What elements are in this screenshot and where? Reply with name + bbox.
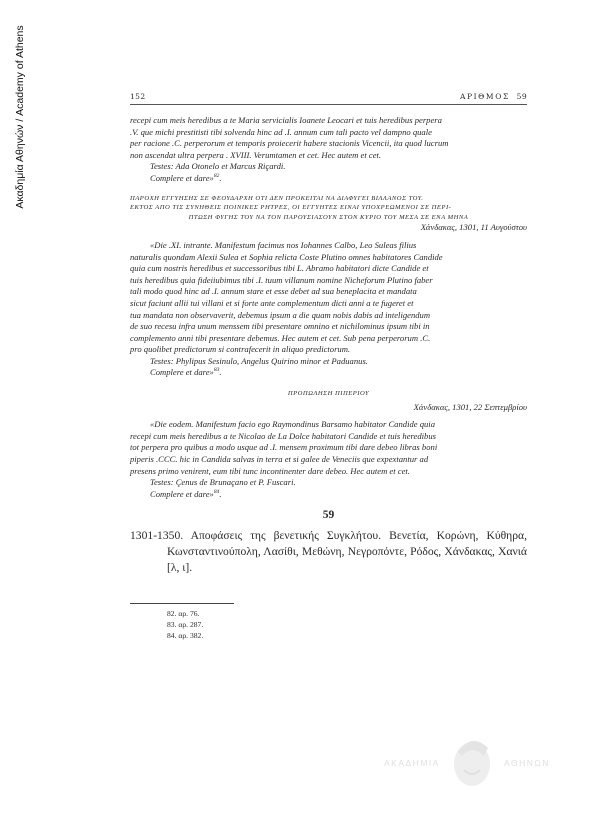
footnotes [130,608,527,642]
text-line: piperis .CCC. hic in Candida salvas in terra et si galee de Veneciis que expextantur ad [130,454,429,465]
page-number: 152 [130,92,146,101]
entry-regest: 1301-1350. Αποφάσεις της βενετικής Συγκλήτου. Βενετία, Κορώνη, Κύθηρα, Κωνσταντινούπολη, Λασίθι, Μεθώνη, Νεγροπόντε, Ρόδος, Χάνδακας, Χανιά [λ, ι]. [130,529,527,575]
watermark-text-right: ΑΘΗΝΩΝ [504,758,550,768]
heading-line: ΠΤΩΣΗ ΦΥΓΗΣ ΤΟΥ ΝΑ ΤΟΝ ΠΑΡΟΥΣΙΑΣΟΥΝ ΣΤΟΝ ΚΥΡΙΟ ΤΟΥ ΜΕΣΑ ΣΕ ΕΝΑ ΜΗΝΑ [188,213,469,221]
text-line: tali modo quod hinc ad .I. annum stare et esse debet ad sua beneplacita et mandata [130,286,417,297]
footnote-ref: 84 [213,488,220,495]
place-date-1: Χάνδακας, 1301, 11 Αυγούστου [420,222,527,233]
heading-line: ΕΚΤΟΣ ΑΠΟ ΤΙΣ ΣΥΝΗΘΕΙΣ ΠΟΙΝΙΚΕΣ ΡΗΤΡΕΣ, ΟΙ ΕΓΓΥΗΤΕΣ ΕΙΝΑΙ ΥΠΟΧΡΕΩΜΕΝΟΙ ΣΕ ΠΕΡΙ- [130,204,452,212]
text-line: de suo recesu infra unum menssem tibi presentare omnino et nichilominus ipsum tibi in [130,321,430,332]
running-header [130,92,527,105]
header-doc-number: 59 [516,92,527,101]
text-line: quia cum nostris heredibus et successoribus tibi L. Abramo habitatori dicte Candide et [130,263,429,274]
document-heading-2: ΠΡΟΠΩΛΗΣΗ ΠΙΠΕΡΙΟΥ [287,390,370,398]
text-line: presens primo venirent, eum tibi tunc incontinenter dare debeo. Hec autem et cet. [130,465,410,476]
text-line: per racione .C. perperorum et temporis proiecerit habere stacionis Vicencii, ita quod lucrum [130,138,449,149]
academy-watermark [384,730,584,790]
footnote: 82. αρ. 76. [167,608,200,618]
closing-text: Complere et dare» [150,488,214,499]
document-text-block-1 [130,115,527,185]
document-text-block-2 [130,240,527,379]
text-line: recepi cum meis heredibus a te Maria servicialis Ioanete Leocari et tuis heredibus perpera [130,115,442,125]
text-line: tua mandata non observaverit, debemus ipsum a die quam nobis dabis ad inteligendum [130,309,431,320]
document-heading-1 [130,194,527,223]
text-line: «Die eodem. Manifestum facio ego Raymondinus Barsamo habitator Candide quia [150,419,435,430]
footnote-ref: 83 [213,367,220,374]
text-line: naturalis quondam Alexii Sulea et Sophia relicta Coste Plutino omnes habitatores Candide [130,251,443,262]
text-line: complemento anni tibi presentare debemus. Hec autem et cet. Sub pena perperorum .C. [130,332,431,343]
footnote: 84. αρ. 382. [167,631,204,641]
text-line: recepi cum meis heredibus a te Nicolao de La Dolce habitatori Candide et tuis heredibus [130,430,436,441]
witnesses-line: Testes: Phylipus Sesinulo, Angelus Quirino minor et Paduanus. [150,355,368,366]
archive-side-label [12,2,28,232]
page [130,92,527,642]
document-body [130,115,527,642]
archive-side-label-text: Ακαδημία Αθηνών / Academy of Athens [14,25,26,209]
text-line: tuis heredibus quia fideiiubimus tibi .I. tuum villanum nomine Nicheforum Plutino faber [130,274,433,285]
closing-text: Complere et dare» [150,367,214,378]
document-text-block-3 [130,419,527,500]
witnesses-line: Testes: Çenus de Brunaçano et P. Fuscari. [150,477,296,488]
entry-number: 59 [322,509,335,522]
place-date-2: Χάνδακας, 1301, 22 Σεπτεμβρίου [413,401,527,412]
athena-head-icon [444,730,500,792]
heading-line: ΠΑΡΟΧΗ ΕΓΓΥΗΣΗΣ ΣΕ ΦΕΟΥΔΑΡΧΗ ΟΤΙ ΔΕΝ ΠΡΟΚΕΙΤΑΙ ΝΑ ΔΙΑΦΥΓΕΙ ΒΙΛΛΑΝΟΣ ΤΟΥ. [130,194,424,202]
text-line: pro quolibet predictorum si contrafecerit in aliquo predictorum. [130,344,351,355]
closing-text: Complere et dare» [150,172,214,183]
footnote-ref: 82 [213,173,220,180]
footnote: 83. αρ. 287. [167,620,204,630]
text-line: sicut faciunt allii tui villani et si forte ante complementum dicti anni a te fugeret et [130,297,414,308]
text-line: non ascendat ultra perpera . XVIII. Verumtamen et cet. Hec autem et cet. [130,149,382,160]
text-line: «Die .XI. intrante. Manifestum facimus nos Iohannes Calbo, Leo Suleas filius [150,239,417,250]
watermark-text-left: ΑΚΑΔΗΜΙΑ [384,758,440,768]
closing-line: Complere et dare»$^{82}$. [150,172,222,183]
closing-line: Complere et dare»$^{84}$. [150,488,222,499]
running-head-title: ΑΡΙΘΜΟΣ [459,92,510,101]
footnote-divider [130,603,234,604]
closing-line: Complere et dare»$^{83}$. [150,367,222,378]
text-line: tot perpera pro quibus a modo usque ad .I. mensem proximum tibi dare debeo libras boni [130,442,438,453]
text-line: .V. que michi prestitisti tibi solvenda hinc ad .I. annum cum tali pacto vel dampno quale [130,126,432,137]
witnesses-line: Testes: Ada Otonelo et Marcus Riçardi. [150,161,286,172]
